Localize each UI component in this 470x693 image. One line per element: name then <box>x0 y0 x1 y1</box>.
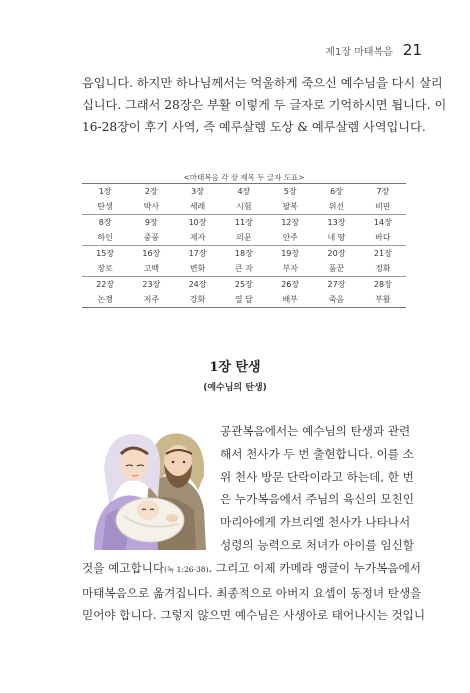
chapter-number-cell: 18장 <box>221 246 267 262</box>
chapter-number-cell: 28장 <box>360 277 406 293</box>
text-line: 마태복음으로 옮겨집니다. 최종적으로 아버지 요셉이 동정녀 탄생을 <box>82 585 422 600</box>
chapter-number-cell: 6장 <box>313 184 359 200</box>
chapter-number-row <box>82 277 406 293</box>
chapter-title-cell: 탄생 <box>82 199 128 215</box>
chapter-title-cell: 열 달 <box>221 292 267 308</box>
text-line: 음입니다. 하지만 하나님께서는 억울하게 죽으신 예수님을 다시 살리 <box>82 76 443 90</box>
intro-paragraph <box>82 72 447 138</box>
chapter-title-cell: 중풍 <box>128 230 174 246</box>
chapter-number-cell: 5장 <box>267 184 313 200</box>
chapter-title-row <box>82 199 406 215</box>
chapter-title-cell: 비판 <box>360 199 406 215</box>
body-paragraph <box>82 420 426 627</box>
chapter-title-cell: 안주 <box>267 230 313 246</box>
scripture-reference: (눅 1:26-38) <box>164 564 209 574</box>
chapter-number-cell: 2장 <box>128 184 174 200</box>
chapter-title-cell: 팔복 <box>267 199 313 215</box>
chapter-number-cell: 24장 <box>174 277 220 293</box>
chapter-number-cell: 22장 <box>82 277 128 293</box>
chapter-title-cell: 큰 자 <box>221 261 267 277</box>
chapter-number-row <box>82 184 406 200</box>
chapter-number-cell: 25장 <box>221 277 267 293</box>
text-line: 위 천사 방문 단락이라고 하는데, 한 번 <box>220 469 414 484</box>
chapter-number-cell: 8장 <box>82 215 128 231</box>
text-line: 해서 천사가 두 번 출현합니다. 이를 소 <box>220 446 414 461</box>
table-caption: <마태복음 각 장 제목 두 글자 도표> <box>183 173 305 182</box>
chapter-number-cell: 15장 <box>82 246 128 262</box>
text-line: 공관복음에서는 예수님의 탄생과 관련 <box>220 424 411 438</box>
chapter-number-cell: 14장 <box>360 215 406 231</box>
chapter-title-cell: 세례 <box>174 199 220 215</box>
chapter-title-cell: 품꾼 <box>313 261 359 277</box>
text-line: 은 누가복음에서 주님의 육신의 모친인 <box>220 492 414 507</box>
chapter-title-cell: 배부 <box>267 292 313 308</box>
chapter-title-cell: 시험 <box>221 199 267 215</box>
chapter-number-cell: 12장 <box>267 215 313 231</box>
chapter-title-cell: 하인 <box>82 230 128 246</box>
section-subtitle: (예수님의 탄생) <box>203 383 267 393</box>
chapter-number-cell: 26장 <box>267 277 313 293</box>
section-title: 1장 탄생 <box>209 360 261 375</box>
chapter-title-cell: 부활 <box>360 292 406 308</box>
chapter-number-row <box>82 246 406 262</box>
chapter-title-row <box>82 230 406 246</box>
chapter-title-row <box>82 292 406 308</box>
text-line: 16-28장이 후기 사역, 즉 예루살렘 도상 & 예루살렘 사역입니다. <box>82 120 426 134</box>
text-line: 십니다. 그래서 28장은 부활 이렇게 두 글자로 기억하시면 됩니다. 이 <box>82 98 447 112</box>
chapter-title-cell: 저주 <box>128 292 174 308</box>
chapter-number-cell: 13장 <box>313 215 359 231</box>
chapter-number-cell: 17장 <box>174 246 220 262</box>
chapter-title-cell: 제자 <box>174 230 220 246</box>
chapter-number-cell: 20장 <box>313 246 359 262</box>
chapter-number-cell: 21장 <box>360 246 406 262</box>
chapter-title-cell: 변화 <box>174 261 220 277</box>
chapter-number-cell: 7장 <box>360 184 406 200</box>
text-line: 믿어야 합니다. 그렇지 않으면 예수님은 사생아로 태어나시는 것입니 <box>82 608 426 623</box>
page-header <box>325 41 422 59</box>
chapter-number-cell: 23장 <box>128 277 174 293</box>
chapter-title-cell: 장로 <box>82 261 128 277</box>
chapter-title-cell: 정화 <box>360 261 406 277</box>
chapter-title-cell: 의문 <box>221 230 267 246</box>
chapter-number-cell: 27장 <box>313 277 359 293</box>
chapter-title-cell: 네 땅 <box>313 230 359 246</box>
chapter-title-row <box>82 261 406 277</box>
chapter-title-cell: 부자 <box>267 261 313 277</box>
chapter-number-cell: 3장 <box>174 184 220 200</box>
chapter-title-cell: 죽음 <box>313 292 359 308</box>
running-head: 제1장 마태복음 <box>325 47 393 58</box>
text-line <box>82 557 422 582</box>
chapter-number-row <box>82 215 406 231</box>
chapter-number-cell: 1장 <box>82 184 128 200</box>
chapter-title-cell: 강화 <box>174 292 220 308</box>
chapter-number-cell: 4장 <box>221 184 267 200</box>
chapter-number-cell: 11장 <box>221 215 267 231</box>
chapter-number-cell: 10장 <box>174 215 220 231</box>
text-line: 마리아에게 가브리엘 천사가 나타나서 <box>220 515 411 530</box>
chapter-title-cell: 바다 <box>360 230 406 246</box>
chapter-title-cell: 박사 <box>128 199 174 215</box>
text-segment: 것을 예고합니다 <box>82 560 165 575</box>
page-number: 21 <box>402 41 422 59</box>
chapter-title-table <box>82 183 406 308</box>
chapter-number-cell: 9장 <box>128 215 174 231</box>
chapter-number-cell: 19장 <box>267 246 313 262</box>
chapter-number-cell: 16장 <box>128 246 174 262</box>
chapter-title-cell: 논쟁 <box>82 292 128 308</box>
chapter-title-cell: 고백 <box>128 261 174 277</box>
text-segment: . 그리고 이제 카메라 앵글이 누가복음에서 <box>208 560 422 575</box>
text-line: 성령의 능력으로 처녀가 아이를 임신할 <box>220 537 414 552</box>
chapter-title-cell: 위선 <box>313 199 359 215</box>
